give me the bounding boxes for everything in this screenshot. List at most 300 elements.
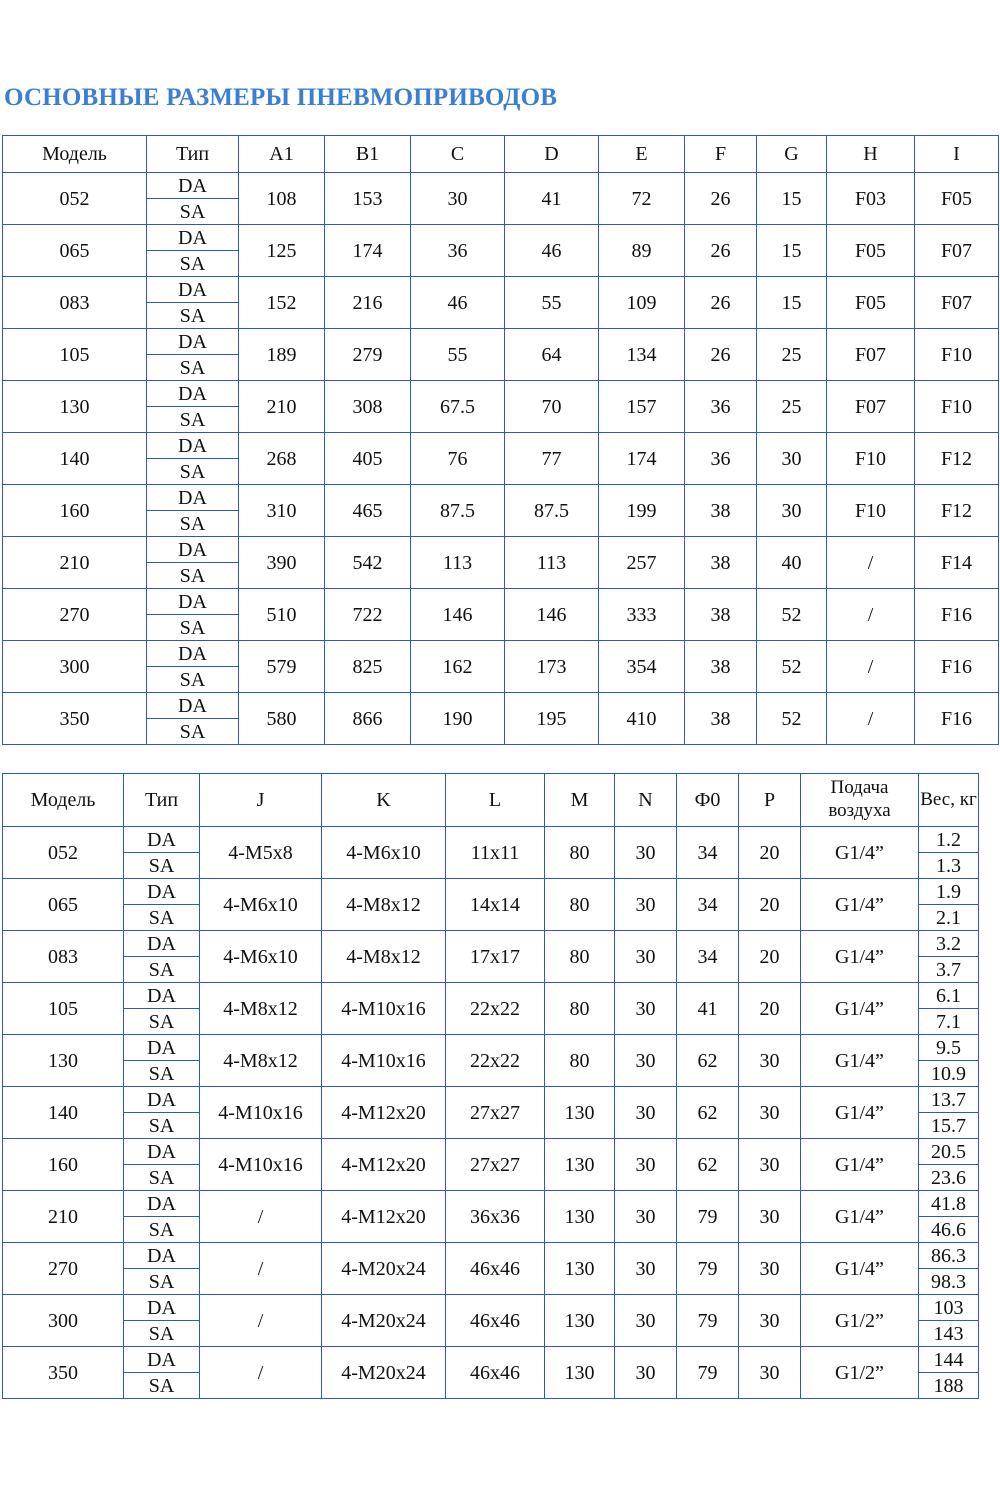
table-row	[3, 1243, 979, 1269]
value-cell: 20	[739, 983, 801, 1035]
value-cell: 130	[545, 1295, 615, 1347]
value-cell: 390	[239, 537, 325, 589]
value-cell: 30	[615, 1295, 677, 1347]
type-cell: SA	[124, 1165, 200, 1191]
value-cell: G1/4”	[801, 1243, 919, 1295]
model-cell: 270	[3, 589, 147, 641]
type-cell: DA	[147, 329, 239, 355]
value-cell: 41	[505, 173, 599, 225]
column-header: N	[615, 774, 677, 827]
weight-cell: 9.5	[919, 1035, 979, 1061]
type-cell: DA	[147, 693, 239, 719]
value-cell: 4-M20x24	[322, 1295, 446, 1347]
value-cell: 46x46	[446, 1243, 545, 1295]
value-cell: 15	[757, 225, 827, 277]
value-cell: F10	[827, 433, 915, 485]
column-header: E	[599, 136, 685, 173]
value-cell: 26	[685, 277, 757, 329]
weight-cell: 7.1	[919, 1009, 979, 1035]
value-cell: 89	[599, 225, 685, 277]
weight-cell: 98.3	[919, 1269, 979, 1295]
value-cell: 34	[677, 827, 739, 879]
table-row	[3, 1347, 979, 1373]
weight-cell: 3.2	[919, 931, 979, 957]
type-cell: DA	[124, 983, 200, 1009]
value-cell: 14x14	[446, 879, 545, 931]
value-cell: 80	[545, 827, 615, 879]
value-cell: 38	[685, 641, 757, 693]
table-row	[3, 1087, 979, 1113]
table-row	[3, 931, 979, 957]
type-cell: SA	[147, 251, 239, 277]
type-cell: SA	[147, 511, 239, 537]
weight-cell: 144	[919, 1347, 979, 1373]
table-row	[3, 173, 999, 199]
value-cell: F07	[827, 381, 915, 433]
value-cell: 25	[757, 381, 827, 433]
column-header: P	[739, 774, 801, 827]
value-cell: 4-M8x12	[322, 931, 446, 983]
value-cell: 87.5	[411, 485, 505, 537]
value-cell: 30	[739, 1191, 801, 1243]
value-cell: 866	[325, 693, 411, 745]
value-cell: 199	[599, 485, 685, 537]
value-cell: 153	[325, 173, 411, 225]
type-cell: SA	[124, 957, 200, 983]
value-cell: 80	[545, 931, 615, 983]
weight-cell: 1.9	[919, 879, 979, 905]
type-cell: DA	[124, 1243, 200, 1269]
value-cell: /	[827, 693, 915, 745]
value-cell: 580	[239, 693, 325, 745]
value-cell: 80	[545, 879, 615, 931]
value-cell: 108	[239, 173, 325, 225]
value-cell: 4-M10x16	[322, 983, 446, 1035]
value-cell: 190	[411, 693, 505, 745]
type-cell: DA	[124, 1035, 200, 1061]
value-cell: 41	[677, 983, 739, 1035]
value-cell: 26	[685, 225, 757, 277]
weight-cell: 46.6	[919, 1217, 979, 1243]
value-cell: 22x22	[446, 983, 545, 1035]
value-cell: 157	[599, 381, 685, 433]
column-header: L	[446, 774, 545, 827]
value-cell: 4-M10x16	[200, 1139, 322, 1191]
value-cell: 30	[615, 983, 677, 1035]
value-cell: G1/4”	[801, 1035, 919, 1087]
value-cell: 4-M5x8	[200, 827, 322, 879]
table-row	[3, 1191, 979, 1217]
value-cell: 46x46	[446, 1347, 545, 1399]
value-cell: G1/4”	[801, 931, 919, 983]
value-cell: 4-M20x24	[322, 1347, 446, 1399]
value-cell: 268	[239, 433, 325, 485]
header-row	[3, 774, 979, 827]
value-cell: 310	[239, 485, 325, 537]
column-header: D	[505, 136, 599, 173]
value-cell: 79	[677, 1295, 739, 1347]
value-cell: /	[200, 1191, 322, 1243]
value-cell: 77	[505, 433, 599, 485]
table-row	[3, 589, 999, 615]
value-cell: /	[827, 589, 915, 641]
value-cell: 189	[239, 329, 325, 381]
value-cell: G1/4”	[801, 879, 919, 931]
value-cell: 79	[677, 1243, 739, 1295]
type-cell: SA	[147, 303, 239, 329]
dimensions-table-2	[2, 773, 979, 1399]
type-cell: SA	[124, 853, 200, 879]
value-cell: 30	[615, 931, 677, 983]
table-row	[3, 277, 999, 303]
value-cell: 30	[615, 827, 677, 879]
value-cell: 4-M6x10	[200, 879, 322, 931]
column-header: K	[322, 774, 446, 827]
column-header: A1	[239, 136, 325, 173]
weight-cell: 86.3	[919, 1243, 979, 1269]
value-cell: 146	[411, 589, 505, 641]
type-cell: DA	[147, 433, 239, 459]
model-cell: 130	[3, 1035, 124, 1087]
value-cell: 30	[757, 433, 827, 485]
column-header: Вес, кг	[919, 774, 979, 827]
value-cell: 216	[325, 277, 411, 329]
column-header: Тип	[124, 774, 200, 827]
value-cell: 55	[505, 277, 599, 329]
value-cell: G1/4”	[801, 1191, 919, 1243]
value-cell: /	[200, 1347, 322, 1399]
type-cell: DA	[147, 225, 239, 251]
column-header: C	[411, 136, 505, 173]
value-cell: F07	[915, 277, 999, 329]
column-header: Ф0	[677, 774, 739, 827]
value-cell: 15	[757, 173, 827, 225]
column-header: B1	[325, 136, 411, 173]
type-cell: DA	[124, 1087, 200, 1113]
value-cell: 20	[739, 879, 801, 931]
model-cell: 052	[3, 173, 147, 225]
page-title: ОСНОВНЫЕ РАЗМЕРЫ ПНЕВМОПРИВОДОВ	[4, 84, 558, 111]
model-cell: 130	[3, 381, 147, 433]
value-cell: 542	[325, 537, 411, 589]
model-cell: 140	[3, 1087, 124, 1139]
weight-cell: 41.8	[919, 1191, 979, 1217]
type-cell: DA	[147, 537, 239, 563]
type-cell: DA	[147, 381, 239, 407]
value-cell: F12	[915, 485, 999, 537]
value-cell: 174	[325, 225, 411, 277]
weight-cell: 143	[919, 1321, 979, 1347]
type-cell: SA	[147, 667, 239, 693]
value-cell: G1/2”	[801, 1347, 919, 1399]
value-cell: 465	[325, 485, 411, 537]
model-cell: 105	[3, 983, 124, 1035]
column-header: H	[827, 136, 915, 173]
value-cell: 11x11	[446, 827, 545, 879]
value-cell: 30	[739, 1087, 801, 1139]
weight-cell: 15.7	[919, 1113, 979, 1139]
value-cell: 46x46	[446, 1295, 545, 1347]
table-row	[3, 641, 999, 667]
table-row	[3, 329, 999, 355]
model-cell: 160	[3, 1139, 124, 1191]
value-cell: /	[827, 641, 915, 693]
value-cell: 27x27	[446, 1087, 545, 1139]
value-cell: 30	[615, 1087, 677, 1139]
value-cell: 410	[599, 693, 685, 745]
value-cell: 27x27	[446, 1139, 545, 1191]
type-cell: SA	[147, 199, 239, 225]
value-cell: 80	[545, 983, 615, 1035]
column-header: I	[915, 136, 999, 173]
value-cell: 52	[757, 693, 827, 745]
value-cell: /	[200, 1243, 322, 1295]
value-cell: 4-M12x20	[322, 1139, 446, 1191]
value-cell: 55	[411, 329, 505, 381]
value-cell: 354	[599, 641, 685, 693]
value-cell: 38	[685, 537, 757, 589]
type-cell: SA	[147, 459, 239, 485]
column-header: F	[685, 136, 757, 173]
model-cell: 052	[3, 827, 124, 879]
type-cell: DA	[147, 589, 239, 615]
value-cell: 579	[239, 641, 325, 693]
value-cell: 109	[599, 277, 685, 329]
value-cell: 20	[739, 931, 801, 983]
value-cell: 130	[545, 1191, 615, 1243]
type-cell: DA	[147, 277, 239, 303]
value-cell: F14	[915, 537, 999, 589]
type-cell: SA	[147, 615, 239, 641]
type-cell: SA	[124, 1321, 200, 1347]
value-cell: /	[827, 537, 915, 589]
model-cell: 083	[3, 277, 147, 329]
column-header: Подача воздуха	[801, 774, 919, 827]
table-row	[3, 879, 979, 905]
type-cell: SA	[124, 1009, 200, 1035]
type-cell: DA	[124, 1191, 200, 1217]
value-cell: 308	[325, 381, 411, 433]
value-cell: 4-M12x20	[322, 1191, 446, 1243]
value-cell: 195	[505, 693, 599, 745]
value-cell: 36	[685, 381, 757, 433]
weight-cell: 103	[919, 1295, 979, 1321]
value-cell: 26	[685, 329, 757, 381]
value-cell: 36	[411, 225, 505, 277]
value-cell: F07	[915, 225, 999, 277]
type-cell: SA	[124, 905, 200, 931]
value-cell: 162	[411, 641, 505, 693]
table-row	[3, 381, 999, 407]
value-cell: F10	[827, 485, 915, 537]
header-row	[3, 136, 999, 173]
column-header: M	[545, 774, 615, 827]
weight-cell: 3.7	[919, 957, 979, 983]
value-cell: 722	[325, 589, 411, 641]
value-cell: 173	[505, 641, 599, 693]
weight-cell: 1.3	[919, 853, 979, 879]
value-cell: 405	[325, 433, 411, 485]
weight-cell: 1.2	[919, 827, 979, 853]
value-cell: F10	[915, 329, 999, 381]
weight-cell: 6.1	[919, 983, 979, 1009]
value-cell: 4-M10x16	[322, 1035, 446, 1087]
type-cell: SA	[124, 1061, 200, 1087]
value-cell: 279	[325, 329, 411, 381]
value-cell: 4-M20x24	[322, 1243, 446, 1295]
column-header: G	[757, 136, 827, 173]
value-cell: 4-M8x12	[200, 983, 322, 1035]
model-cell: 350	[3, 693, 147, 745]
type-cell: SA	[147, 563, 239, 589]
value-cell: F03	[827, 173, 915, 225]
weight-cell: 23.6	[919, 1165, 979, 1191]
value-cell: 62	[677, 1139, 739, 1191]
value-cell: /	[200, 1295, 322, 1347]
value-cell: 146	[505, 589, 599, 641]
value-cell: F16	[915, 693, 999, 745]
model-cell: 300	[3, 641, 147, 693]
type-cell: SA	[147, 355, 239, 381]
value-cell: 52	[757, 641, 827, 693]
value-cell: 4-M10x16	[200, 1087, 322, 1139]
value-cell: 30	[615, 1139, 677, 1191]
value-cell: 257	[599, 537, 685, 589]
value-cell: 17x17	[446, 931, 545, 983]
value-cell: 22x22	[446, 1035, 545, 1087]
type-cell: SA	[124, 1269, 200, 1295]
value-cell: 30	[739, 1035, 801, 1087]
type-cell: DA	[124, 1295, 200, 1321]
type-cell: SA	[147, 407, 239, 433]
value-cell: 130	[545, 1347, 615, 1399]
type-cell: DA	[124, 1347, 200, 1373]
value-cell: 67.5	[411, 381, 505, 433]
value-cell: F05	[915, 173, 999, 225]
value-cell: G1/4”	[801, 827, 919, 879]
value-cell: 36	[685, 433, 757, 485]
value-cell: G1/2”	[801, 1295, 919, 1347]
value-cell: 30	[411, 173, 505, 225]
table-row	[3, 433, 999, 459]
value-cell: 34	[677, 931, 739, 983]
weight-cell: 188	[919, 1373, 979, 1399]
value-cell: 130	[545, 1243, 615, 1295]
value-cell: 79	[677, 1191, 739, 1243]
table-row	[3, 693, 999, 719]
value-cell: 210	[239, 381, 325, 433]
value-cell: 52	[757, 589, 827, 641]
value-cell: 64	[505, 329, 599, 381]
model-cell: 140	[3, 433, 147, 485]
value-cell: 30	[739, 1139, 801, 1191]
value-cell: 125	[239, 225, 325, 277]
value-cell: 130	[545, 1087, 615, 1139]
value-cell: 113	[411, 537, 505, 589]
model-cell: 300	[3, 1295, 124, 1347]
model-cell: 210	[3, 1191, 124, 1243]
value-cell: F16	[915, 589, 999, 641]
type-cell: SA	[147, 719, 239, 745]
value-cell: F12	[915, 433, 999, 485]
value-cell: G1/4”	[801, 1087, 919, 1139]
table-row	[3, 1035, 979, 1061]
value-cell: F10	[915, 381, 999, 433]
type-cell: DA	[147, 641, 239, 667]
value-cell: 30	[757, 485, 827, 537]
value-cell: 134	[599, 329, 685, 381]
type-cell: DA	[124, 931, 200, 957]
value-cell: 30	[615, 879, 677, 931]
value-cell: 15	[757, 277, 827, 329]
value-cell: 30	[615, 1347, 677, 1399]
value-cell: 76	[411, 433, 505, 485]
value-cell: 26	[685, 173, 757, 225]
type-cell: DA	[147, 173, 239, 199]
value-cell: 30	[739, 1347, 801, 1399]
column-header: Модель	[3, 774, 124, 827]
value-cell: 30	[739, 1295, 801, 1347]
value-cell: 70	[505, 381, 599, 433]
model-cell: 065	[3, 225, 147, 277]
value-cell: 4-M6x10	[200, 931, 322, 983]
table-row	[3, 225, 999, 251]
value-cell: 4-M6x10	[322, 827, 446, 879]
type-cell: DA	[124, 1139, 200, 1165]
model-cell: 065	[3, 879, 124, 931]
weight-cell: 2.1	[919, 905, 979, 931]
weight-cell: 10.9	[919, 1061, 979, 1087]
model-cell: 350	[3, 1347, 124, 1399]
value-cell: 113	[505, 537, 599, 589]
table-row	[3, 485, 999, 511]
type-cell: SA	[124, 1217, 200, 1243]
value-cell: 38	[685, 693, 757, 745]
value-cell: 36x36	[446, 1191, 545, 1243]
value-cell: 510	[239, 589, 325, 641]
value-cell: 20	[739, 827, 801, 879]
value-cell: 30	[739, 1243, 801, 1295]
value-cell: 62	[677, 1035, 739, 1087]
value-cell: F07	[827, 329, 915, 381]
table-row	[3, 983, 979, 1009]
value-cell: 4-M8x12	[322, 879, 446, 931]
model-cell: 083	[3, 931, 124, 983]
value-cell: 825	[325, 641, 411, 693]
value-cell: 25	[757, 329, 827, 381]
type-cell: DA	[124, 827, 200, 853]
value-cell: 30	[615, 1035, 677, 1087]
value-cell: 34	[677, 879, 739, 931]
value-cell: 130	[545, 1139, 615, 1191]
column-header: Тип	[147, 136, 239, 173]
value-cell: 152	[239, 277, 325, 329]
table-row	[3, 1139, 979, 1165]
table-row	[3, 1295, 979, 1321]
value-cell: 4-M8x12	[200, 1035, 322, 1087]
table-row	[3, 827, 979, 853]
value-cell: 4-M12x20	[322, 1087, 446, 1139]
model-cell: 270	[3, 1243, 124, 1295]
value-cell: 333	[599, 589, 685, 641]
value-cell: 62	[677, 1087, 739, 1139]
value-cell: F16	[915, 641, 999, 693]
value-cell: 40	[757, 537, 827, 589]
model-cell: 210	[3, 537, 147, 589]
value-cell: 38	[685, 485, 757, 537]
column-header: J	[200, 774, 322, 827]
value-cell: G1/4”	[801, 1139, 919, 1191]
